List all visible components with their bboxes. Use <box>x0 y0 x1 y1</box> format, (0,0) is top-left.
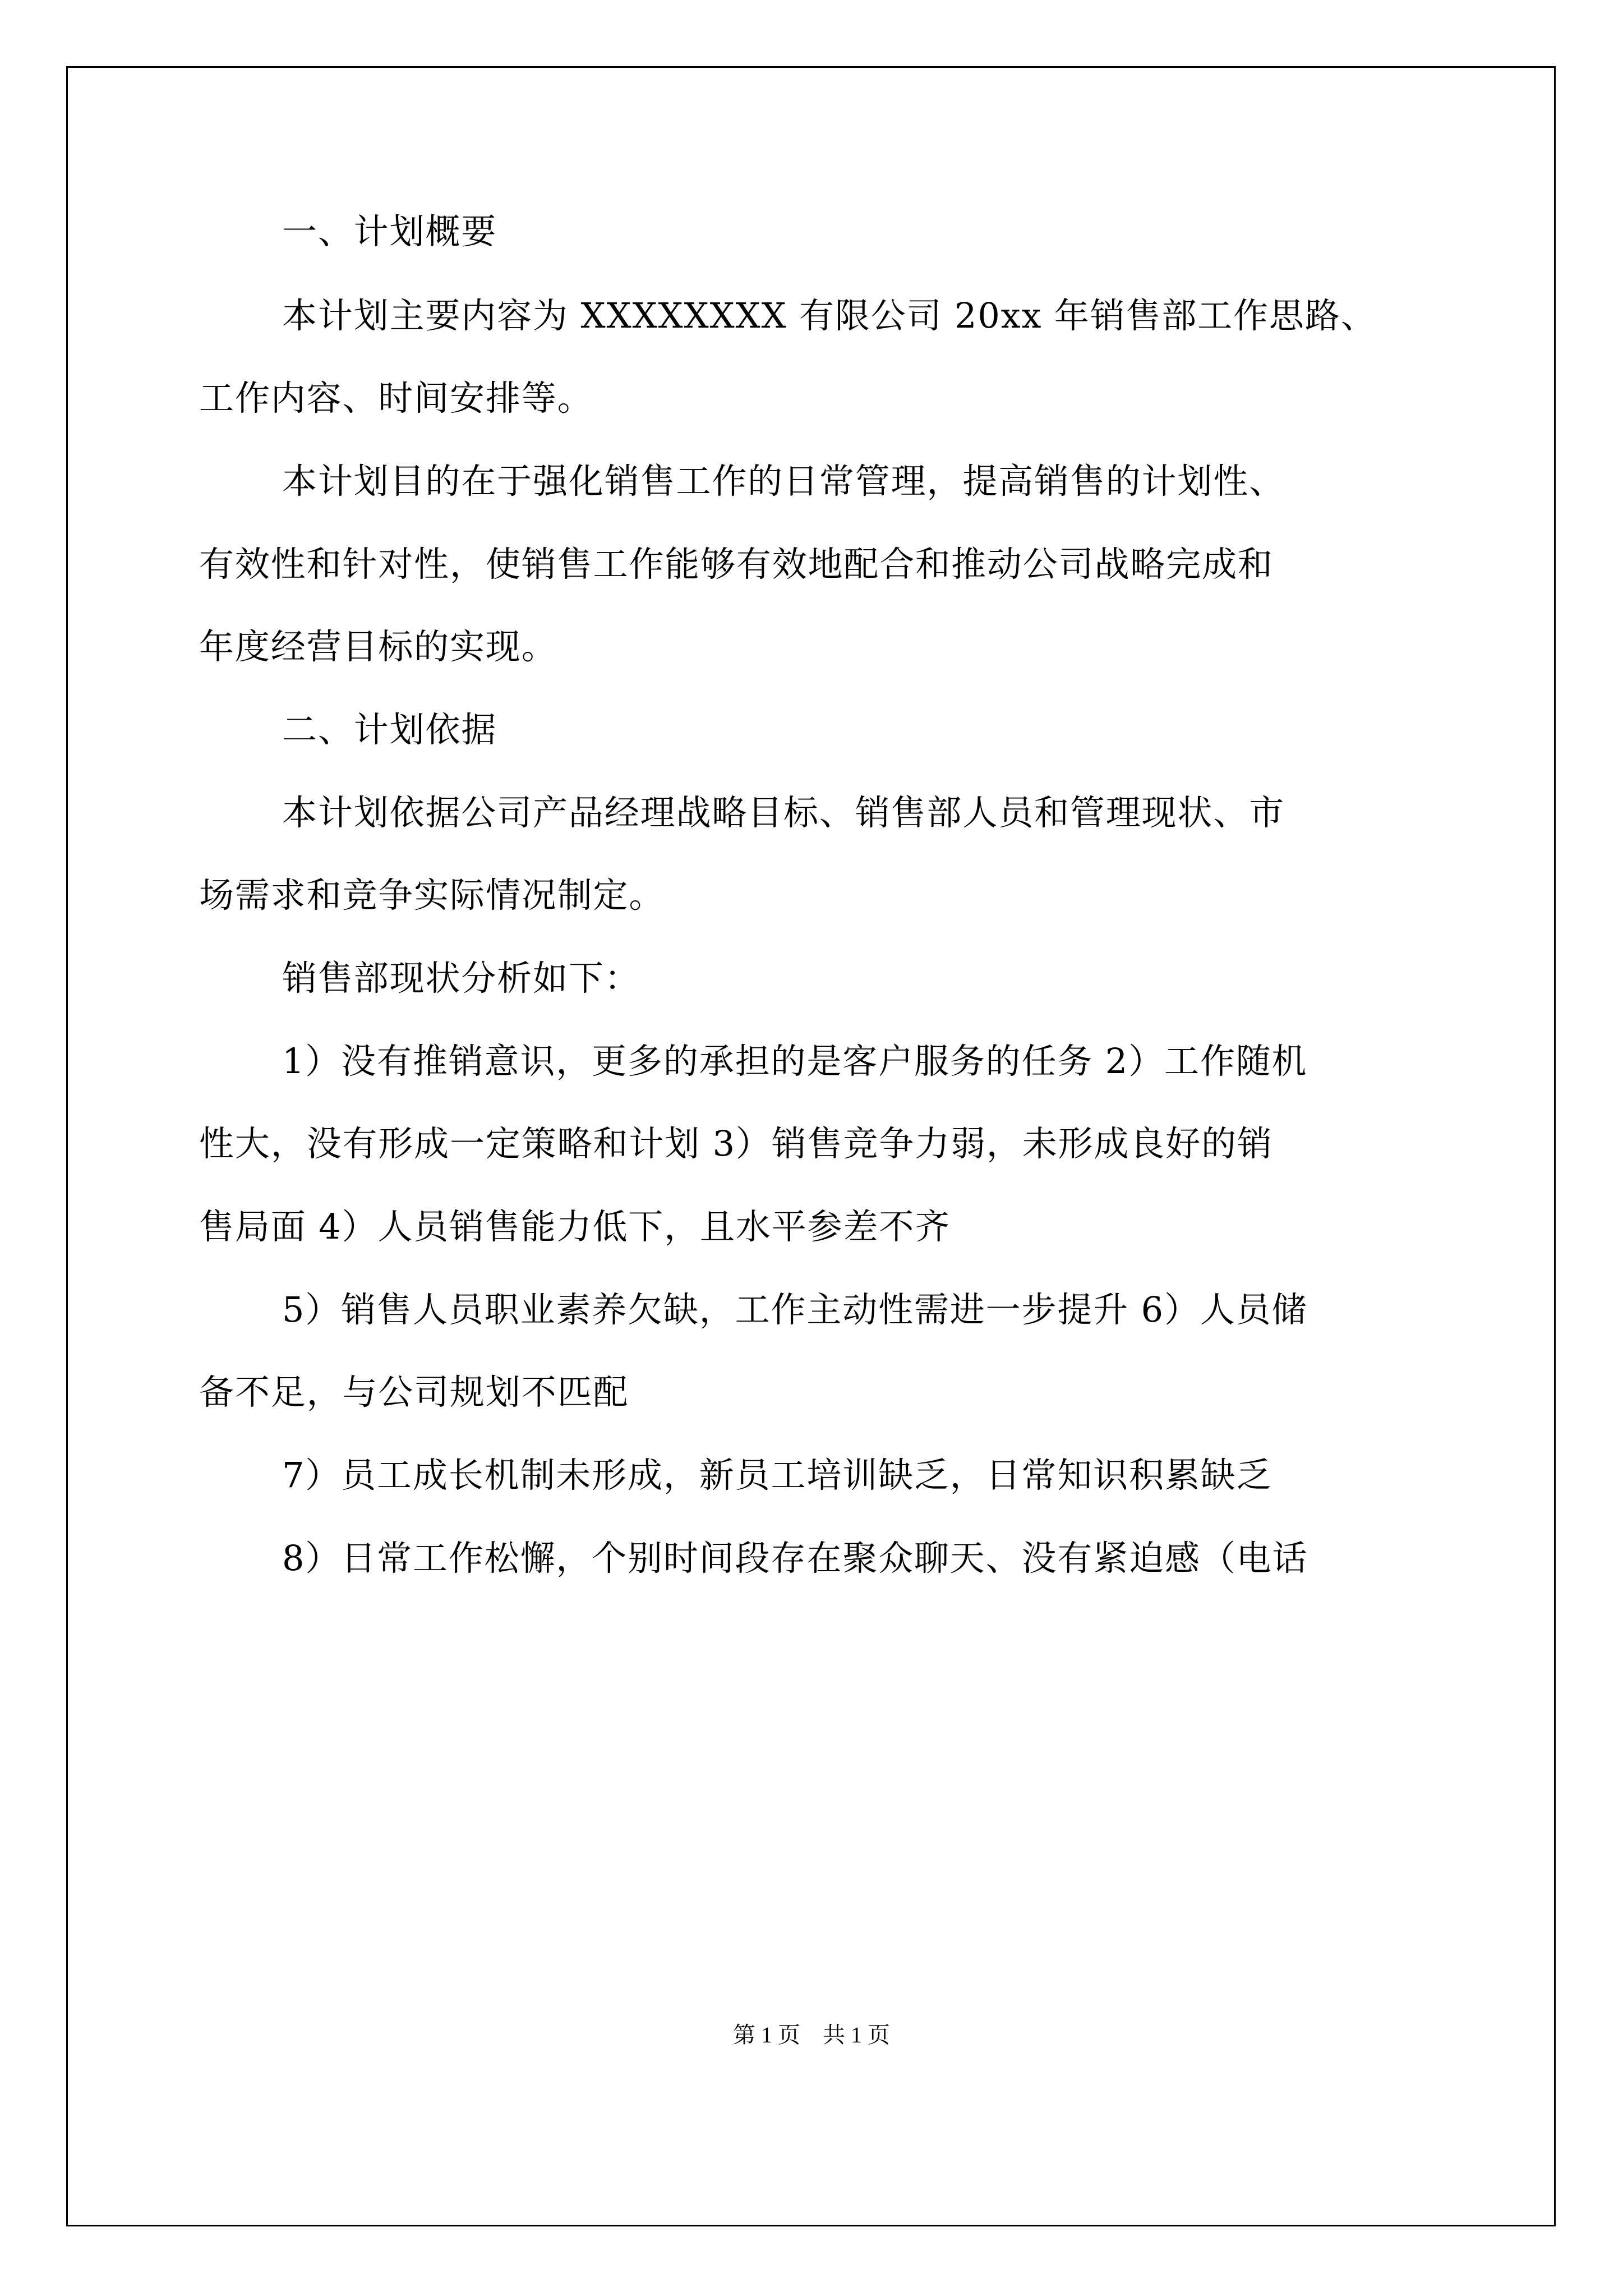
list-line: 售局面 4）人员销售能力低下，且水平参差不齐 <box>199 1206 951 1247</box>
paragraph-line: 工作内容、时间安排等。 <box>199 378 593 418</box>
paragraph-line: 本计划主要内容为 XXXXXXXX 有限公司 20xx 年销售部工作思路、 <box>282 295 1377 336</box>
paragraph-line: 场需求和竞争实际情况制定。 <box>199 875 665 915</box>
paragraph-line: 本计划目的在于强化销售工作的日常管理，提高销售的计划性、 <box>282 461 1285 501</box>
paragraph-line: 有效性和针对性，使销售工作能够有效地配合和推动公司战略完成和 <box>199 544 1274 585</box>
paragraph-line: 本计划依据公司产品经理战略目标、销售部人员和管理现状、市 <box>282 792 1285 833</box>
list-line: 8）日常工作松懈，个别时间段存在聚众聊天、没有紧迫感（电话 <box>282 1538 1308 1579</box>
paragraph-line: 年度经营目标的实现。 <box>199 626 557 667</box>
list-line: 1）没有推销意识，更多的承担的是客户服务的任务 2）工作随机 <box>282 1041 1308 1082</box>
list-line: 5）销售人员职业素养欠缺，工作主动性需进一步提升 6）人员储 <box>282 1289 1308 1330</box>
list-line: 性大，没有形成一定策略和计划 3）销售竞争力弱，未形成良好的销 <box>199 1123 1273 1164</box>
section-heading-plan-basis: 二、计划依据 <box>282 709 497 750</box>
list-line: 备不足，与公司规划不匹配 <box>199 1372 629 1412</box>
list-line: 7）员工成长机制未形成，新员工培训缺乏，日常知识积累缺乏 <box>282 1455 1272 1496</box>
page-number-footer: 第 1 页 共 1 页 <box>733 2022 890 2047</box>
paragraph-line: 销售部现状分析如下： <box>282 958 640 999</box>
section-heading-plan-summary: 一、计划概要 <box>282 211 497 252</box>
